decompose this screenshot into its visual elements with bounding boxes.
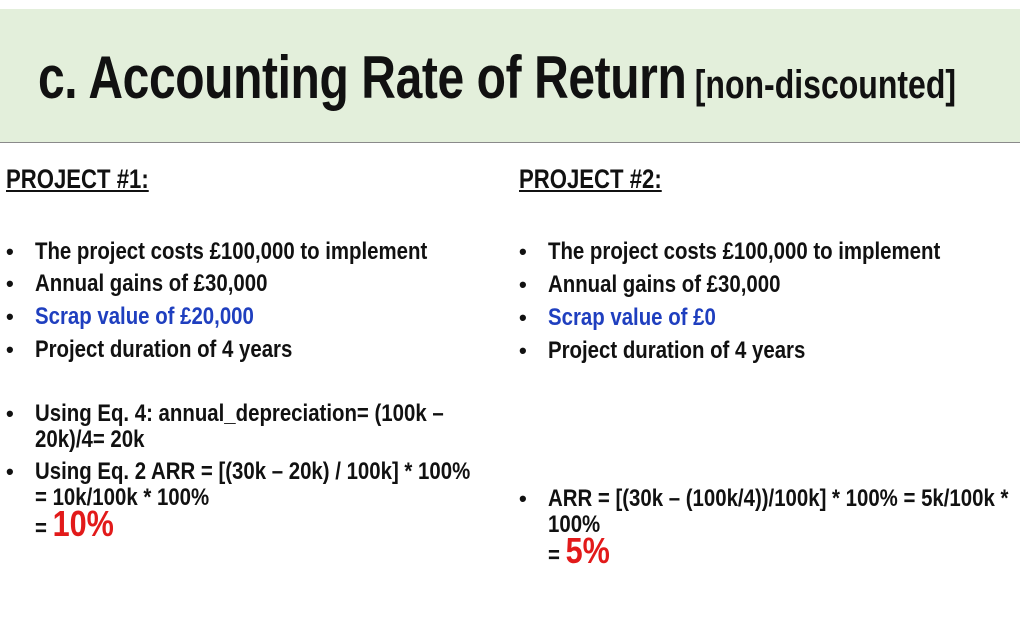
list-item — [519, 239, 1009, 265]
title-main: c. Accounting Rate of Return — [38, 44, 687, 111]
list-item — [6, 271, 486, 297]
bullet-dot-icon: • — [6, 271, 14, 296]
list-item — [6, 304, 486, 330]
list-item — [6, 337, 486, 363]
bullet-dot-icon: • — [519, 239, 527, 264]
fact-cost: The project costs £100,000 to implement — [548, 238, 941, 265]
project-1-facts — [6, 239, 486, 363]
bullet-dot-icon: • — [6, 401, 14, 426]
calc-arr — [35, 459, 487, 542]
bullet-dot-icon: • — [519, 272, 527, 297]
list-item — [6, 459, 486, 542]
fact-gains: Annual gains of £30,000 — [35, 270, 268, 297]
list-item — [519, 486, 1009, 569]
title-band — [0, 9, 1020, 143]
project-1-heading: PROJECT #1: — [6, 164, 149, 194]
bullet-dot-icon: • — [6, 459, 14, 484]
arr-result: 10% — [52, 503, 114, 544]
bullet-dot-icon: • — [519, 305, 527, 330]
calc-arr-formula: Using Eq. 2 ARR = [(30k – 20k) / 100k] * 100% = 10k/100k * 100% — [35, 458, 471, 511]
fact-duration: Project duration of 4 years — [35, 336, 293, 363]
project-2-facts — [519, 239, 1009, 364]
fact-scrap: Scrap value of £20,000 — [35, 303, 254, 330]
list-item — [519, 305, 1009, 331]
title-subtitle: [non-discounted] — [694, 63, 957, 107]
bullet-dot-icon: • — [519, 486, 527, 511]
bullet-dot-icon: • — [519, 338, 527, 363]
bullet-dot-icon: • — [6, 239, 14, 264]
list-item — [519, 272, 1009, 298]
list-item — [519, 338, 1009, 364]
result-prefix: = — [35, 515, 53, 542]
calc-arr-formula: ARR = [(30k – (100k/4))/100k] * 100% = 5k/100k * 100% — [548, 485, 1009, 538]
fact-cost: The project costs £100,000 to implement — [35, 238, 428, 265]
project-1-calculation — [6, 401, 486, 542]
arr-result: 5% — [565, 530, 610, 571]
fact-scrap: Scrap value of £0 — [548, 304, 716, 331]
result-prefix: = — [548, 542, 566, 569]
calc-depreciation: Using Eq. 4: annual_depreciation= (100k – 20k)/4= 20k — [35, 400, 444, 453]
fact-duration: Project duration of 4 years — [548, 337, 806, 364]
project-1-column — [6, 160, 486, 542]
project-2-calculation — [519, 486, 1009, 569]
list-item — [6, 401, 486, 453]
fact-gains: Annual gains of £30,000 — [548, 271, 781, 298]
list-item — [6, 239, 486, 265]
bullet-dot-icon: • — [6, 304, 14, 329]
project-2-column — [519, 160, 1009, 569]
bullet-dot-icon: • — [6, 337, 14, 362]
calc-arr — [548, 486, 1010, 569]
project-2-heading: PROJECT #2: — [519, 164, 662, 194]
slide-title — [38, 43, 956, 112]
